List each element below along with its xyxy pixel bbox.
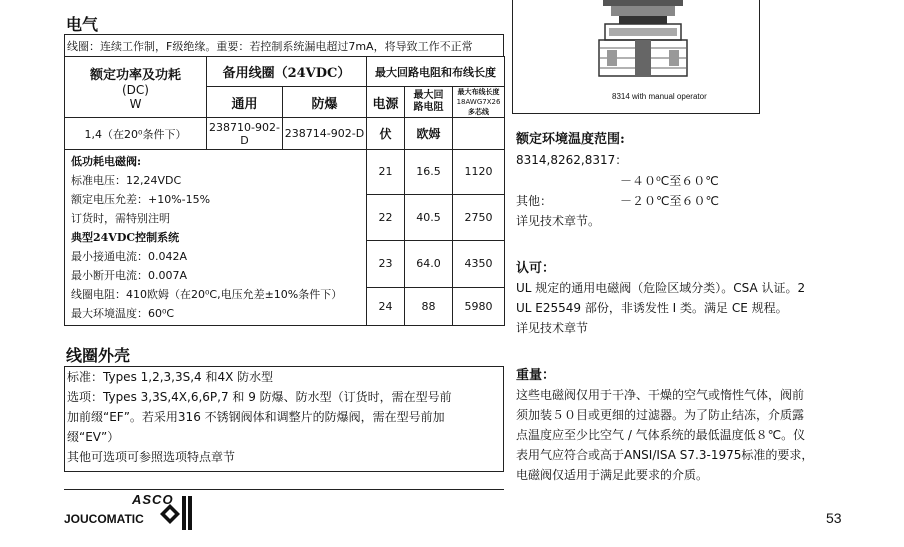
housing-line: 其他可选项可参照选项特点章节 [67,450,236,464]
voltage-unit: 伏 [367,118,405,150]
explosion-part: 238714-902-D [283,118,367,150]
page-number: 53 [826,510,842,526]
housing-line: 标准：Types 1,2,3,3S,4 和4X 防水型 [67,370,274,384]
row-1-resistance: 16.5 [405,150,453,195]
asco-logo-text: ASCO [132,492,174,507]
electrical-title: 电气 [66,15,99,34]
approvals-line-2: UL E25549 部份，非诱发性 I 类。满足 CE 规程。 [516,301,788,315]
spare-coil-header: 备用线圈（24VDC） [207,57,367,87]
housing-line: 缀“EV”） [67,430,120,444]
important-title: 重量： [516,368,556,383]
blank-cell [453,118,505,150]
important-line: 这些电磁阀仅用于干净、干燥的空气或惰性气体，阀前 [516,388,805,402]
explosion-header: 防爆 [283,87,367,118]
temperature-see: 详见技术章节。 [516,214,601,228]
general-part: 238710-902-D [207,118,283,150]
temperature-models: 8314,8262,8317： [516,153,628,167]
important-line: 电磁阀仅适用于满足此要求的介质。 [516,468,709,482]
joucomatic-logo-text: JOUCOMATIC [64,512,144,526]
approvals-see: 详见技术章节 [516,321,589,335]
temperature-range-1: －４０⁰C至６０℃ [620,174,719,188]
row-3-length: 4350 [453,241,505,288]
housing-line: 加前缀“EF”。若采用316 不锈钢阀体和调整片的防爆阀，需在型号前加 [67,410,445,424]
coil-housing-box [64,366,504,472]
row-1-length: 1120 [453,150,505,195]
temperature-range-2: －２０℃至６０℃ [620,194,719,208]
wire-length-header: 最大布线长度 18AWG7X26 多芯线 [453,87,505,118]
power-header: 额定功率及功耗 (DC) W [65,57,207,118]
important-line: 须加装５０目或更细的过滤器。为了防止结冻，介质露 [516,408,805,422]
row-1-voltage: 21 [367,150,405,195]
row-2-resistance: 40.5 [405,194,453,241]
resistance-unit: 欧姆 [405,118,453,150]
drawing-caption: 8314 with manual operator [612,92,707,101]
temperature-title: 额定环境温度范围: [516,132,625,147]
housing-line: 选项：Types 3,3S,4X,6,6P,7 和 9 防爆、防水型（订货时，需在型号前 [67,390,452,404]
row-2-voltage: 22 [367,194,405,241]
row-3-voltage: 23 [367,241,405,288]
approvals-line-1: UL 规定的通用电磁阀（危险区域分类）。CSA 认证。2 [516,281,806,295]
coil-note-box [64,34,504,56]
important-line: 点温度应至少比空气 / 气体系统的最低温度低８℃。仪 [516,428,806,442]
power-value: 1,4（在20⁰条件下） [65,118,207,150]
coil-housing-title: 线圈外壳 [66,346,131,365]
electrical-table [64,56,505,326]
voltage-header: 电源 [367,87,405,118]
brand-logo-icon [156,494,194,532]
row-4-resistance: 88 [405,287,453,325]
max-resistance-header: 最大回 路电阻 [405,87,453,118]
footer-rule [64,489,504,490]
row-2-length: 2750 [453,194,505,241]
max-circuit-header: 最大回路电阻和布线长度 [367,57,505,87]
important-text [516,385,856,485]
row-4-voltage: 24 [367,287,405,325]
coil-note: 线圈：连续工作制，F级绝缘。重要：若控制系统漏电超过7mA，将导致工作不正常 [67,40,473,53]
general-header: 通用 [207,87,283,118]
temperature-other-label: 其他： [516,194,553,208]
notes-cell: 低功耗电磁阀: 标准电压：12,24VDC 额定电压允差：+10%-15% 订货时，需特别注明 典型24VDC控制系统 最小接通电流：0.042A 最小断开电流：0.007A 线圈电阻：410欧姆（在20⁰C,电压允差±10%条件下） 最大环境温度：60⁰C [65,150,367,326]
important-line: 表用气应符合或高于ANSI/ISA S7.3-1975标准的要求， [516,448,814,462]
row-4-length: 5980 [453,287,505,325]
approvals-title: 认可： [516,261,556,276]
row-3-resistance: 64.0 [405,241,453,288]
